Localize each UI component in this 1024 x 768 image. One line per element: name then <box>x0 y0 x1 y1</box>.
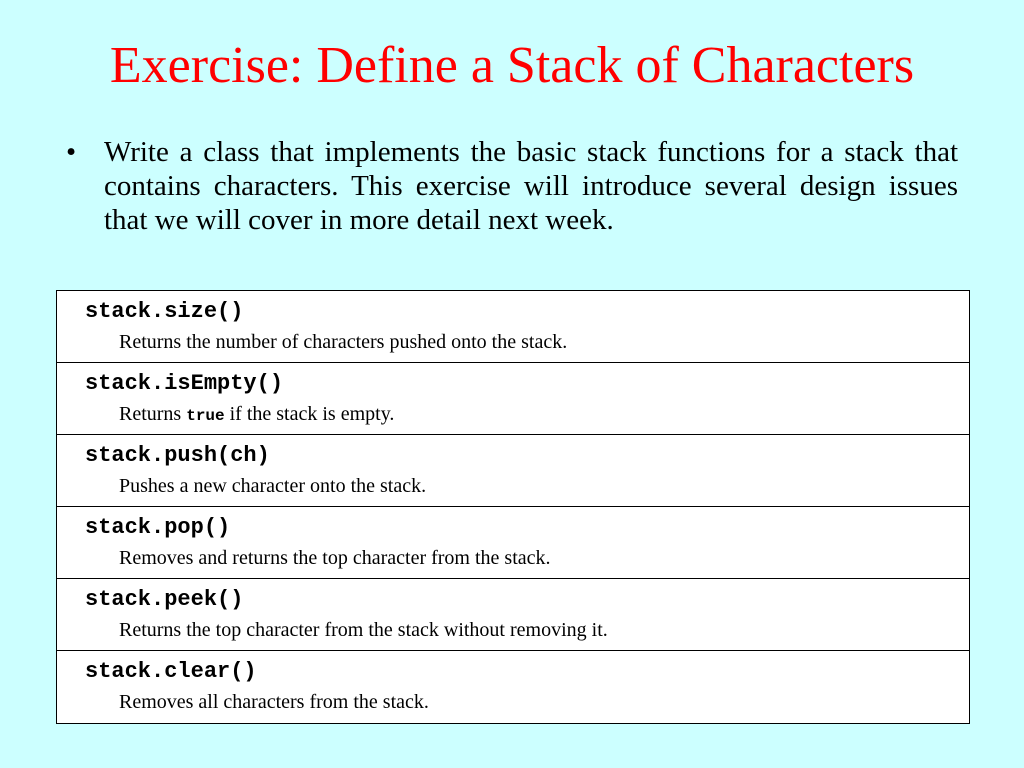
method-row-isempty <box>57 363 969 435</box>
description-text: if the stack is empty. <box>224 403 395 425</box>
method-row-push <box>57 435 969 507</box>
bullet-icon: • <box>66 136 77 168</box>
inline-code: true <box>186 407 225 425</box>
method-signature: stack.peek() <box>85 587 244 612</box>
method-description: Returns the top character from the stack without removing it. <box>119 619 608 641</box>
method-row-pop <box>57 507 969 579</box>
method-signature: stack.pop() <box>85 515 231 540</box>
method-row-peek <box>57 579 969 651</box>
method-description: Returns the number of characters pushed onto the stack. <box>119 331 568 353</box>
method-signature: stack.isEmpty() <box>85 371 284 396</box>
method-description: Removes all characters from the stack. <box>119 691 429 713</box>
bullet-point <box>60 135 958 237</box>
method-signature: stack.size() <box>85 299 244 324</box>
method-description: Pushes a new character onto the stack. <box>119 475 427 497</box>
slide-title: Exercise: Define a Stack of Characters <box>109 37 915 94</box>
method-signature: stack.clear() <box>85 659 257 684</box>
bullet-text: Write a class that implements the basic stack functions for a stack that contains characters. This exercise will introduce several design issues that we will cover in more detail next week. <box>104 136 958 236</box>
method-description: Removes and returns the top character from the stack. <box>119 547 551 569</box>
method-table <box>56 290 970 724</box>
description-text: Returns <box>119 403 187 425</box>
method-description <box>119 402 969 428</box>
method-row-size <box>57 291 969 363</box>
method-signature: stack.push(ch) <box>85 443 270 468</box>
method-row-clear <box>57 651 969 723</box>
